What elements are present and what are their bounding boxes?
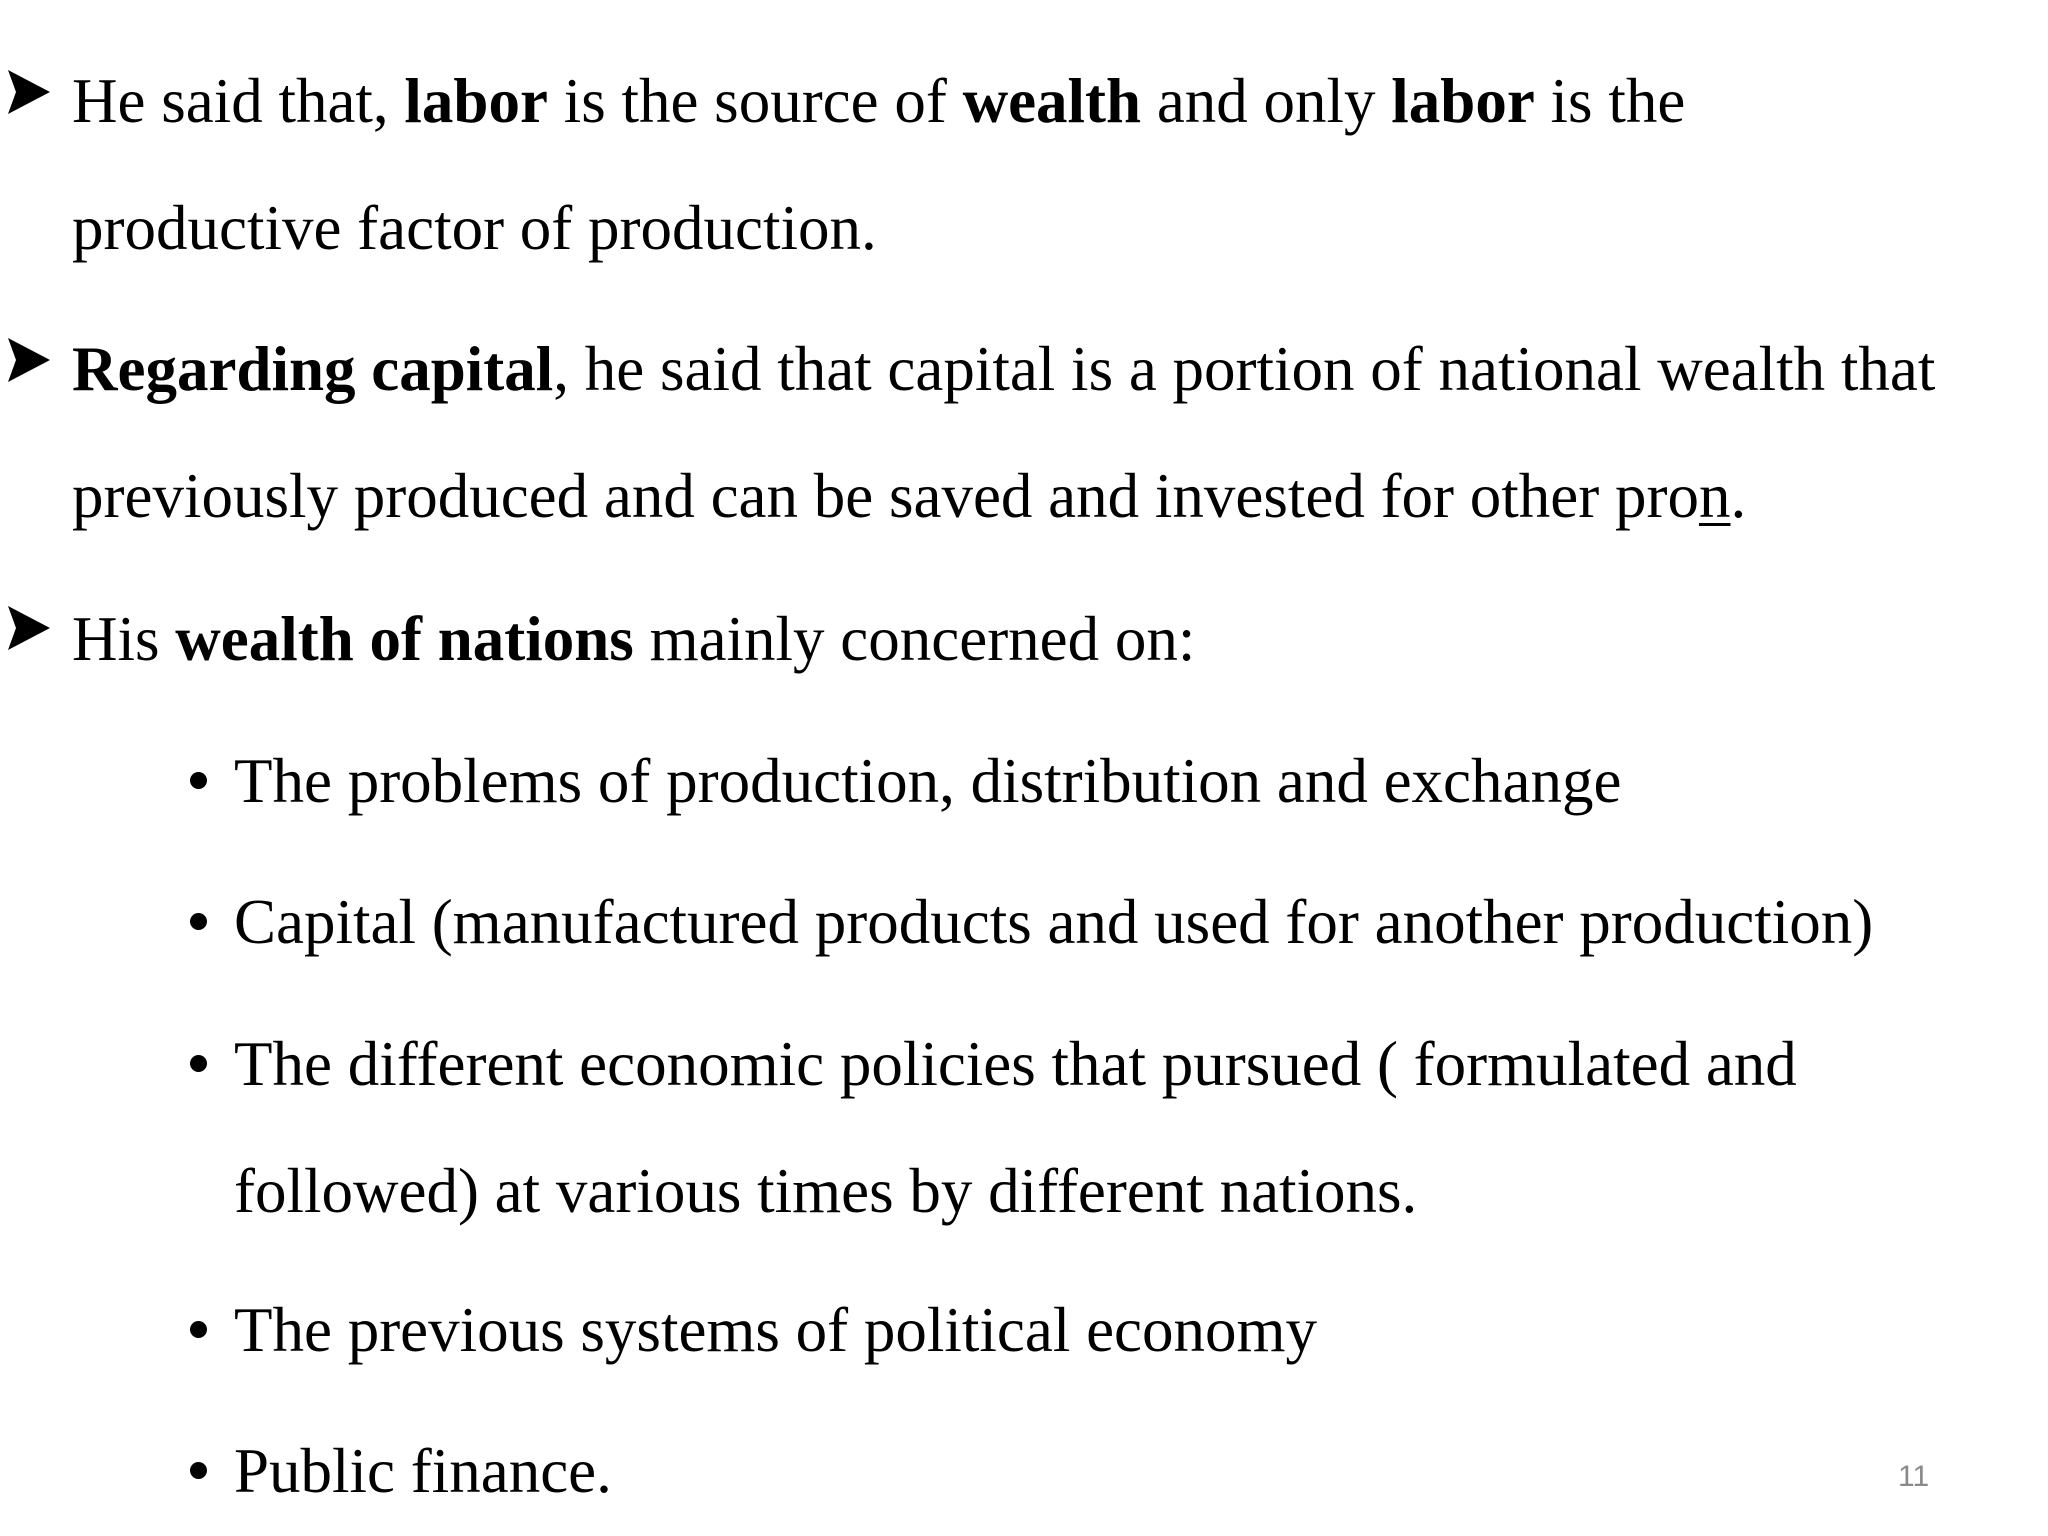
dot-bullet-icon	[190, 1055, 207, 1072]
arrowhead-bullet-icon	[6, 66, 54, 118]
dot-bullet-icon	[190, 1321, 207, 1338]
arrowhead-bullet-icon	[6, 602, 54, 654]
bullet-1-line-2: productive factor of production.	[72, 193, 877, 263]
dot-bullet-icon	[190, 1462, 207, 1479]
bullet-3-line-1: His wealth of nations mainly concerned on:	[72, 604, 1196, 674]
sub-bullet-4: The previous systems of political economy	[234, 1295, 1318, 1365]
sub-bullet-1: The problems of production, distribution and exchange	[234, 746, 1622, 816]
dot-bullet-icon	[190, 913, 207, 930]
arrowhead-bullet-icon	[6, 334, 54, 386]
bullet-2-line-2: previously produced and can be saved and invested for other pron.	[72, 461, 1747, 531]
sub-bullet-3-line-1: The different economic policies that pursued ( formulated and	[234, 1029, 1797, 1099]
bullet-2-line-1: Regarding capital, he said that capital is a portion of national wealth that	[72, 334, 1936, 404]
sub-bullet-3-line-2: followed) at various times by different nations.	[234, 1156, 1418, 1226]
dot-bullet-icon	[190, 772, 207, 789]
page-number: 11	[1898, 1460, 1930, 1493]
bullet-1-line-1: He said that, labor is the source of wealth and only labor is the	[72, 66, 1686, 136]
sub-bullet-2: Capital (manufactured products and used for another production)	[234, 887, 1874, 957]
sub-bullet-5: Public finance.	[234, 1436, 612, 1506]
